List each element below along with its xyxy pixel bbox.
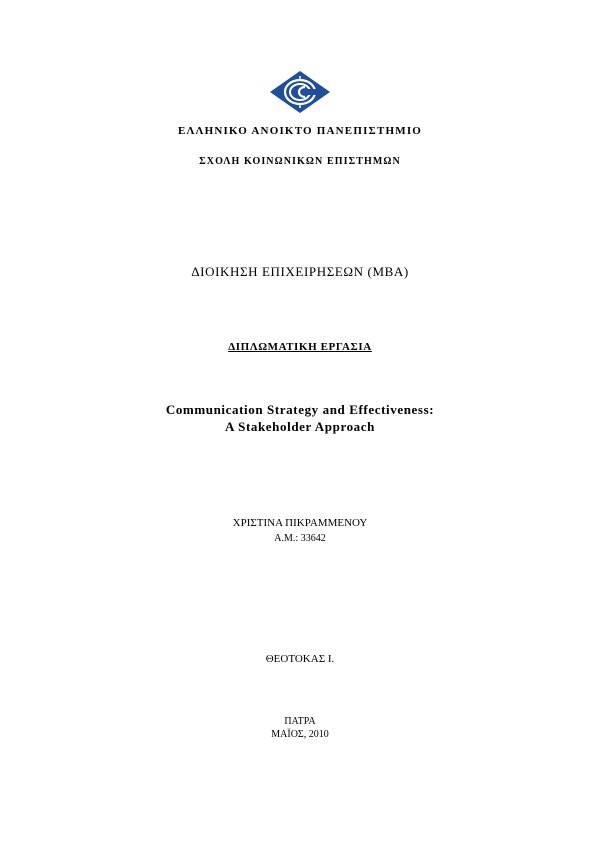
registration-number: Α.Μ.: 33642	[274, 533, 326, 544]
thesis-title-line-1: Communication Strategy and Effectiveness:	[165, 402, 435, 417]
university-name: ΕΛΛΗΝΙΚΟ ΑΝΟΙΚΤΟ ΠΑΝΕΠΙΣΤΗΜΙΟ	[177, 125, 423, 137]
program-name: ΔΙΟΙΚΗΣΗ ΕΠΙΧΕΙΡΗΣΕΩΝ (MBA)	[191, 264, 409, 279]
author-name: ΧΡΙΣΤΙΝΑ ΠΙΚΡΑΜΜΕΝΟΥ	[232, 517, 368, 529]
university-logo-icon	[268, 70, 332, 114]
thesis-title-line-2: A Stakeholder Approach	[225, 419, 375, 434]
date: ΜΑΪΟΣ, 2010	[271, 729, 329, 740]
school-name: ΣΧΟΛΗ ΚΟΙΝΩΝΙΚΩΝ ΕΠΙΣΤΗΜΩΝ	[199, 156, 401, 167]
thesis-type: ΔΙΠΛΩΜΑΤΙΚΗ ΕΡΓΑΣΙΑ	[228, 341, 372, 353]
supervisor-name: ΘΕΟΤΟΚΑΣ Ι.	[265, 653, 335, 665]
city: ΠΑΤΡΑ	[284, 716, 316, 727]
